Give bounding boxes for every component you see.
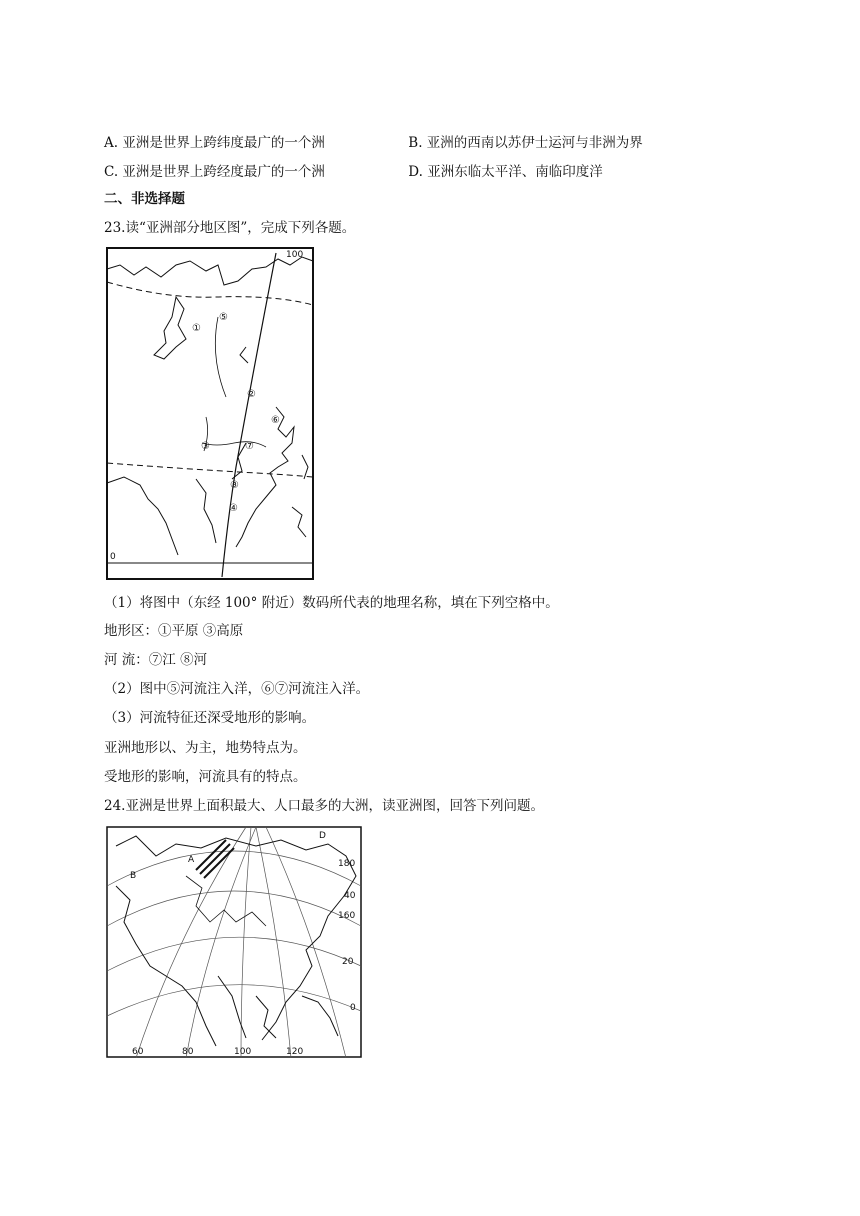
marker-3: ③ <box>201 441 210 452</box>
marker-1: ① <box>192 323 201 334</box>
lat-label-40: 40 <box>344 891 356 901</box>
longitude-label: 100 <box>286 250 304 260</box>
lon-label-60: 60 <box>132 1047 144 1057</box>
corner-mark: 0 <box>110 552 116 562</box>
point-d: D <box>319 831 326 841</box>
marker-6: ⑥ <box>271 415 280 426</box>
marker-2: ② <box>247 389 256 400</box>
marker-8: ⑧ <box>230 480 239 491</box>
q23-part3: （3）河流特征还深受地形的影响。 <box>104 710 316 726</box>
q23-terrain: 地形区：①平原 ③高原 <box>104 623 244 639</box>
q23-line-b: 受地形的影响，河流具有的特点。 <box>104 769 307 785</box>
marker-7: ⑦ <box>245 441 254 452</box>
point-b: B <box>130 871 137 881</box>
option-b: B. 亚洲的西南以苏伊士运河与非洲为界 <box>408 135 643 151</box>
lon-label-100: 100 <box>234 1047 252 1057</box>
lon-label-80: 80 <box>182 1047 194 1057</box>
options-row-1 <box>104 131 643 151</box>
q23-rivers: 河 流：⑦江 ⑧河 <box>104 652 208 668</box>
option-c: C. 亚洲是世界上跨经度最广的一个洲 <box>104 164 325 180</box>
lat-label-180: 180 <box>338 859 356 869</box>
option-a: A. 亚洲是世界上跨纬度最广的一个洲 <box>104 135 325 151</box>
lat-label-20: 20 <box>342 957 354 967</box>
options-row-2 <box>104 160 603 180</box>
question-24-stem: 24.亚洲是世界上面积最大、人口最多的大洲，读亚洲图，回答下列问题。 <box>104 798 544 814</box>
q23-line-a: 亚洲地形以、为主，地势特点为。 <box>104 740 307 756</box>
q23-part2: （2）图中⑤河流注入洋，⑥⑦河流注入洋。 <box>104 681 370 697</box>
q23-part1: （1）将图中（东经 100° 附近）数码所代表的地理名称，填在下列空格中。 <box>104 595 559 611</box>
point-a: A <box>188 855 195 865</box>
lon-label-120: 120 <box>286 1047 304 1057</box>
lat-label-0: 0 <box>350 1003 356 1013</box>
asia-map <box>106 826 362 1058</box>
option-d: D. 亚洲东临太平洋、南临印度洋 <box>408 164 603 180</box>
marker-5: ⑤ <box>219 312 228 323</box>
asia-partial-map <box>106 247 314 580</box>
section-title: 二、非选择题 <box>104 191 185 207</box>
marker-4: ④ <box>229 503 238 514</box>
question-23-stem: 23.读“亚洲部分地区图”，完成下列各题。 <box>104 220 356 236</box>
lon-label-160: 160 <box>338 911 356 921</box>
